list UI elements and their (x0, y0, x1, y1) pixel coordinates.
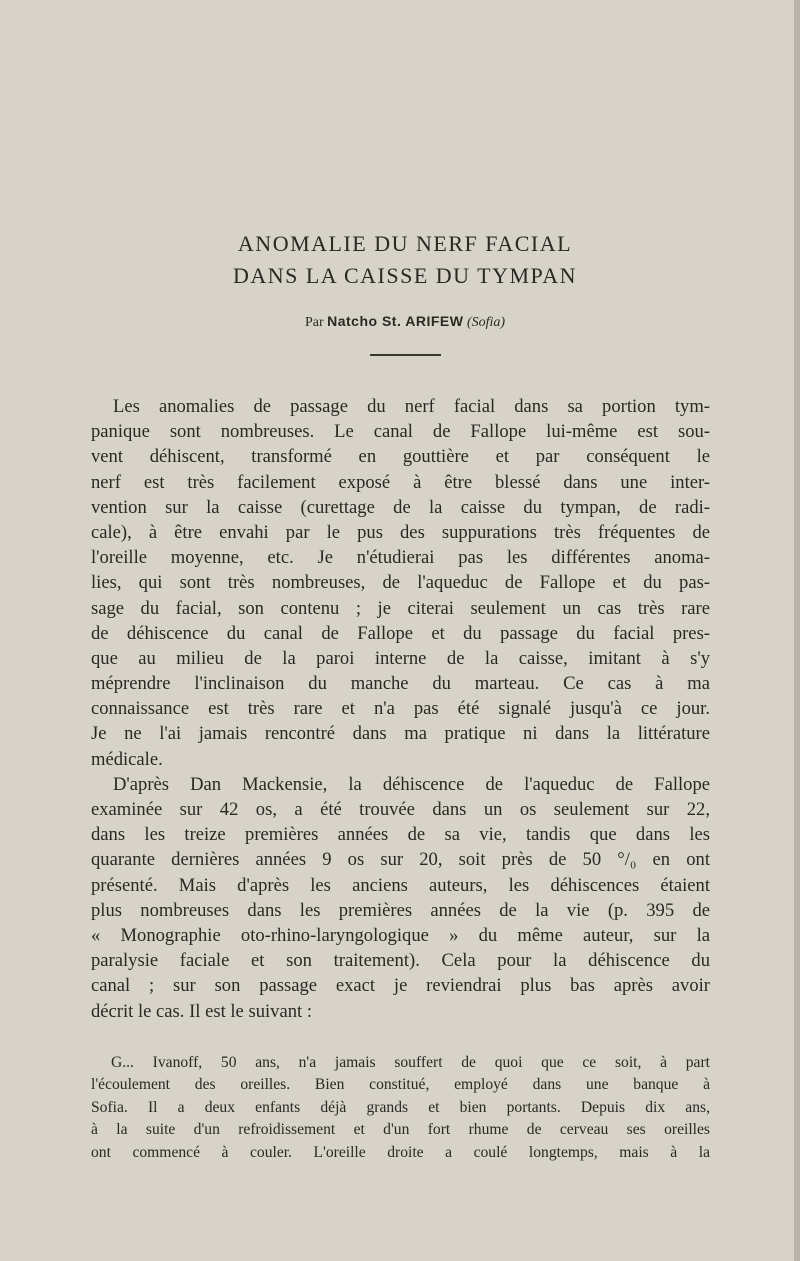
byline-prefix: Par (304, 315, 324, 330)
paragraph-1-line: méprendre l'inclinaison du manche du marteau. Ce cas à ma (91, 673, 710, 695)
case-report-line: ont commencé à couler. L'oreille droite a coulé longtemps, mais à la (91, 1143, 710, 1161)
case-report (91, 1052, 710, 1164)
case-report-line: l'écoulement des oreilles. Bien constitué, employé dans une banque à (91, 1076, 710, 1094)
paragraph-1-line: connaissance est très rare et n'a pas été signalé jusqu'à ce jour. (91, 698, 710, 720)
title-line-2: DANS LA CAISSE DU TYMPAN (232, 263, 578, 288)
paragraph-1-line: vent déhiscent, transformé en gouttière et par conséquent le (91, 446, 710, 468)
paragraph-1-line: vention sur la caisse (curettage de la caisse du tympan, de radi- (91, 496, 710, 518)
title-line-1: ANOMALIE DU NERF FACIAL (237, 231, 573, 256)
case-report-line: à la suite d'un refroidissement et d'un fort rhume de cerveau ses oreilles (91, 1121, 710, 1139)
paragraph-2-line: paralysie faciale et son traitement). Cela pour la déhiscence du (91, 950, 710, 972)
paragraph-2-line: dans les treize premières années de sa vie, tandis que dans les (91, 824, 710, 846)
paragraph-2-line: « Monographie oto-rhino-laryngologique » du même auteur, sur la (91, 924, 710, 946)
case-report-line: G... Ivanoff, 50 ans, n'a jamais souffert de quoi que ce soit, à part (111, 1054, 710, 1071)
paragraph-2-line: quarante dernières années 9 os sur 20, soit près de 50 °/₀ en ont (91, 849, 710, 871)
page-edge-shadow (794, 0, 800, 1261)
paragraph-2-line: canal ; sur son passage exact je reviendrai plus bas après avoir (91, 975, 710, 997)
title-rule (370, 354, 441, 356)
paragraph-1-line: l'oreille moyenne, etc. Je n'étudierai pas les différentes anoma- (91, 547, 710, 569)
article-body (91, 394, 710, 1024)
paragraph-1-line: médicale. (91, 748, 163, 770)
paragraph-1-line: Les anomalies de passage du nerf facial dans sa portion tym- (113, 396, 710, 417)
paragraph-2-line: décrit le cas. Il est le suivant : (91, 1000, 312, 1022)
paragraph-1-line: que au milieu de la paroi interne de la caisse, imitant à s'y (91, 647, 710, 669)
paragraph-1-line: nerf est très facilement exposé à être blessé dans une inter- (91, 471, 710, 493)
paragraph-2-line: D'après Dan Mackensie, la déhiscence de l'aqueduc de Fallope (113, 773, 710, 795)
paragraph-1-line: panique sont nombreuses. Le canal de Fallope lui-même est sou- (91, 421, 710, 443)
paragraph-1-line: sage du facial, son contenu ; je citerai seulement un cas très rare (91, 597, 710, 619)
paragraph-1-line: de déhiscence du canal de Fallope et du passage du facial pres- (91, 622, 710, 644)
paragraph-2-line: examinée sur 42 os, a été trouvée dans un os seulement sur 22, (91, 799, 710, 820)
byline (0, 313, 800, 331)
paragraph-1-line: Je ne l'ai jamais rencontré dans ma pratique ni dans la littérature (91, 723, 710, 745)
author-city: (Sofia) (466, 315, 506, 330)
paragraph-1-line: cale), à être envahi par le pus des suppurations très fréquentes de (91, 521, 710, 543)
author-name: Natcho St. ARIFEW (327, 313, 464, 329)
paragraph-2-line: plus nombreuses dans les premières années de la vie (p. 395 de (91, 899, 710, 921)
article-title (0, 228, 800, 292)
paragraph-2-line: présenté. Mais d'après les anciens auteurs, les déhiscences étaient (91, 874, 710, 896)
paragraph-1-line: lies, qui sont très nombreuses, de l'aqueduc de Fallope et du pas- (91, 572, 710, 594)
case-report-line: Sofia. Il a deux enfants déjà grands et bien portants. Depuis dix ans, (91, 1098, 710, 1116)
